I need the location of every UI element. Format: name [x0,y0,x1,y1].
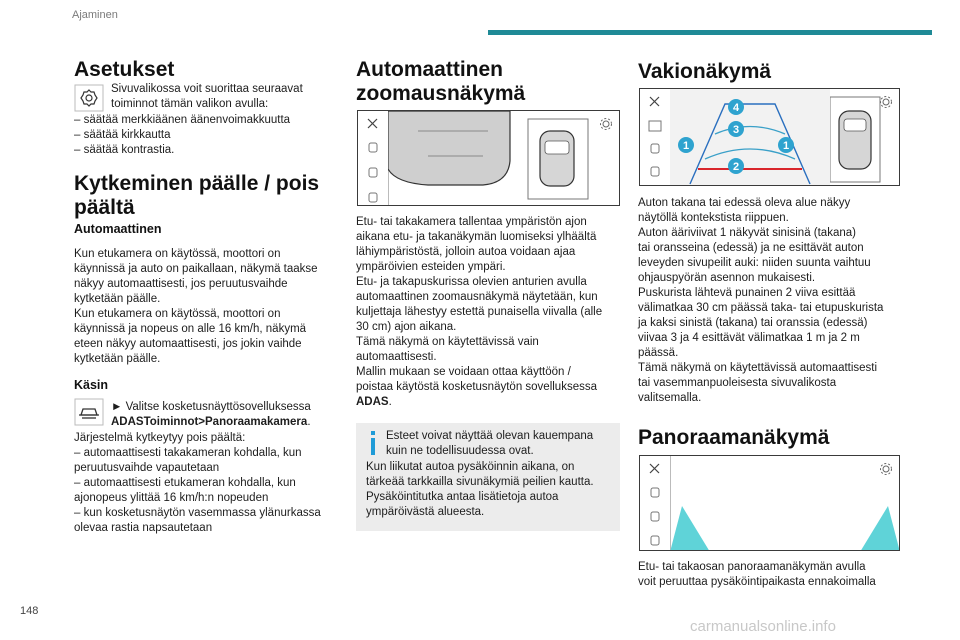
settings-gear-icon [74,84,104,112]
page-number: 148 [20,605,39,617]
marker-3 [727,120,745,143]
info-icon [368,431,378,460]
info-note: Esteet voivat näyttää olevan kauempana kuin ne todellisuudessa ovat. [386,430,594,457]
marker-4 [727,98,745,121]
svg-text:4: 4 [732,102,740,114]
screen-settings-icon [879,95,893,114]
auto-text: Kun etukamera on käytössä, moottori on käynnissä ja auto on paikallaan, näkymä taakse näkyy automaattisesti, jos peruutusvaihde kytketään päälle. Kun etukamera on käytössä, moottori on käynnissä ja nopeus on alle 16 km/h, näkymä eteen näkyy automaattisesti, jos jokin vaihde kytketään päälle. [74,248,318,365]
off-text: Järjestelmä kytkeytyy pois päältä: – automaattisesti takakameran kohdalla, kun peruutusvaihde vapautetaan – automaattisesti etukameran kohdalla, kun ajonopeus ylittää 16 km/h:n nopeuden – kun kosketusnäytön vasemmassa ylänurkassa olevaa rastia napsautetaan [74,432,321,534]
switch-title: Kytkeminen päälle / pois päältä [74,172,320,219]
watermark: carmanualsonline.info [690,618,836,635]
settings-list [74,113,342,158]
screen-sidebar [640,456,671,550]
svg-text:3: 3 [732,124,740,136]
zoom-view-screen [357,110,620,206]
standard-view-screen [639,88,900,186]
screen-sidebar [358,111,389,205]
list-item: – säätää kirkkautta [74,129,171,141]
svg-text:1: 1 [782,140,790,152]
list-item: – säätää merkkiäänen äänenvoimakkuutta [74,114,291,126]
panorama-view-screen [639,455,900,551]
running-header: Ajaminen [72,9,118,21]
info-text: Kun liikutat autoa pysäköinnin aikana, on tärkeää tarkkailla sivunäkymiä peilien kautta. Pysäköintitutka antaa lisätietoja autoa ympäröivästä alueesta. [366,461,594,518]
svg-text:1: 1 [682,140,690,152]
list-item: – säätää kontrastia. [74,144,175,156]
marker-1-left [677,136,695,159]
manual-title: Käsin [74,378,109,392]
standard-view-title: Vakionäkymä [638,60,772,83]
settings-title: Asetukset [74,58,175,81]
marker-1-right [777,136,795,159]
zoom-text: Etu- tai takakamera tallentaa ympäristön ajon aikana etu- ja takanäkymän luomiseksi ylhäältä lähiympäristöstä, jolloin autoa voidaan ajaa ympäröivien esteiden ympäri. Etu- ja takapuskurissa olevien anturien avulla automaattinen zoomausnäkymä näytetään, kun kuljettaja lähestyy estettä punaisella viivalla (alle 30 cm) ajon aikana. Tämä näkymä on käytettävissä vain automaattisesti. Mallin mukaan se voidaan ottaa käyttöön / poistaa käytöstä kosketusnäytön sovelluksessa ADAS. [356,216,603,408]
panorama-text: Etu- tai takaosan panoraamanäkymän avulla voit peruuttaa pysäköintipaikasta ennakoimalla [638,561,876,588]
car-icon [74,398,104,426]
zoom-title: Automaattinen zoomausnäkymä [356,58,526,105]
settings-intro: Sivuvalikossa voit suorittaa seuraavat toiminnot tämän valikon avulla: [111,83,303,110]
auto-title: Automaattinen [74,222,162,236]
screen-settings-icon [599,117,613,136]
manual-instruction: ► Valitse kosketusnäyttösovelluksessa ADASToiminnot>Panoraamakamera. [111,401,311,428]
svg-text:2: 2 [732,161,740,173]
info-note-box [356,423,620,531]
screen-settings-icon [879,462,893,481]
panorama-title: Panoraamanäkymä [638,426,830,449]
screen-sidebar [640,89,671,185]
header-accent-bar [488,30,932,35]
standard-view-text: Auton takana tai edessä oleva alue näkyy näytöllä kontekstista riippuen. Auton ääriviivat 1 näkyvät sinisinä (takana) tai oransseina (edessä) ja ne esittävät auton leveyden sivupeilit auki: niiden suunta vaihtuu ohjauspyörän asennon mukaisesti. Puskurista lähtevä punainen 2 viiva esittää välimatkaa 30 cm päässä taka- tai etupuskurista ja kaksi sinistä (takana) tai oranssia (edessä) viivaa 3 ja 4 esittävät välimatkaa 1 m ja 2 m päässä. Tämä näkymä on käytettävissä automaattisesti tai vasemmanpuoleisesta sivuvalikosta valitsemalla. [638,197,884,404]
marker-2 [727,157,745,180]
